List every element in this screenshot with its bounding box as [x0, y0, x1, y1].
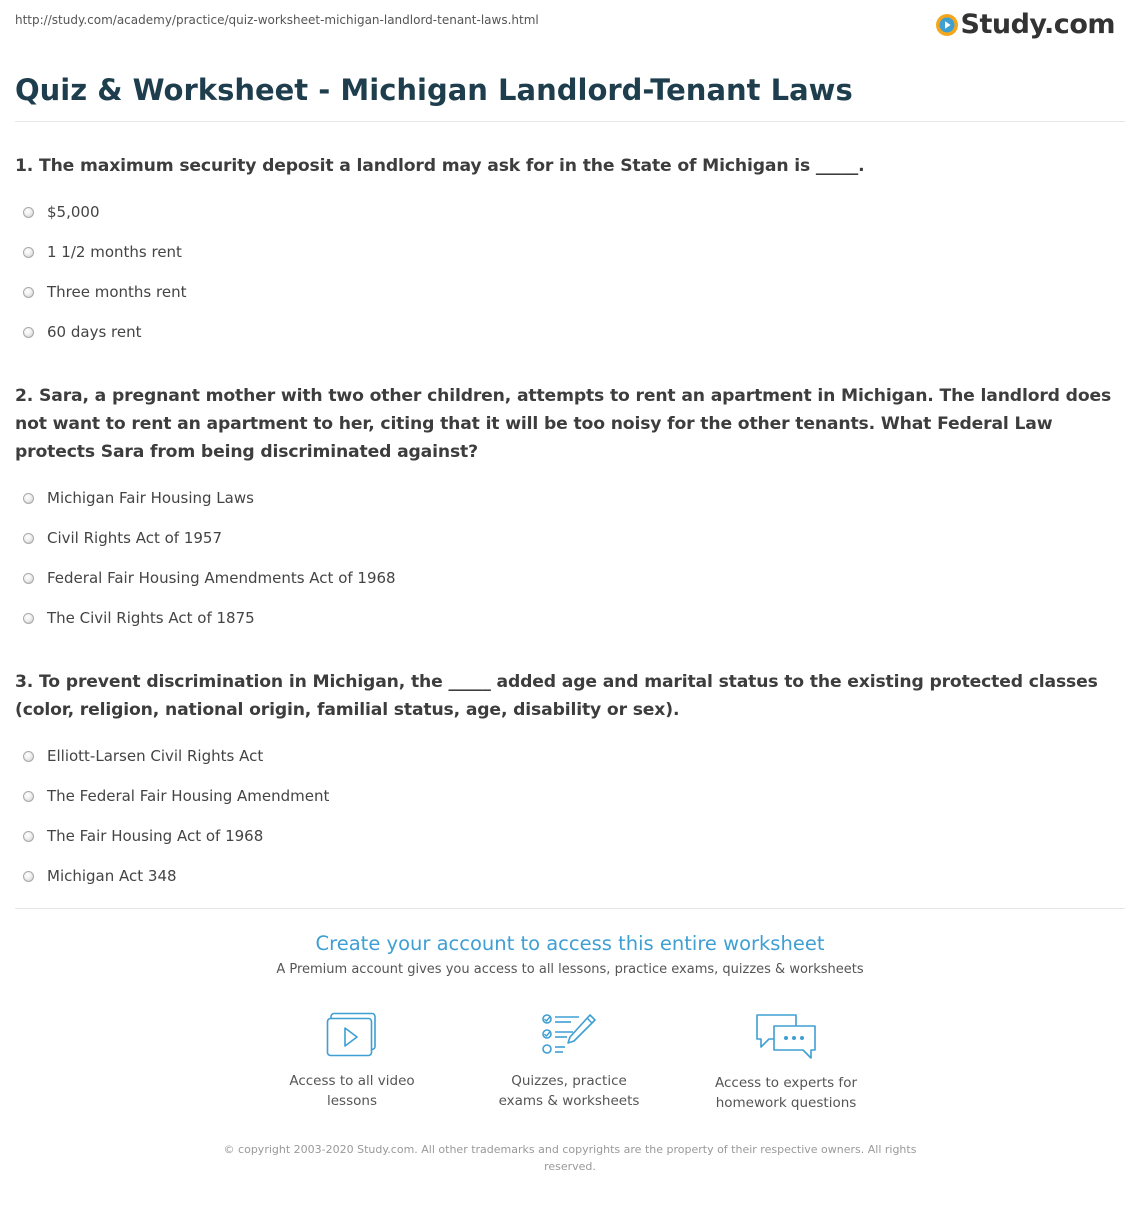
radio-button[interactable] [23, 751, 34, 762]
answer-option[interactable] [15, 856, 1130, 896]
answer-label: The Civil Rights Act of 1875 [47, 609, 255, 627]
answer-label: Elliott-Larsen Civil Rights Act [47, 747, 264, 765]
question-text: 1. The maximum security deposit a landlord may ask for in the State of Michigan is _____. [15, 156, 865, 176]
answer-options [15, 736, 1130, 896]
answer-option[interactable] [15, 272, 1130, 312]
radio-button[interactable] [23, 207, 34, 218]
premium-description: A Premium account gives you access to all lessons, practice exams, quizzes & worksheets [276, 962, 864, 977]
question-1 [15, 152, 1130, 352]
feature-label: Quizzes, practice exams & worksheets [498, 1073, 640, 1109]
answer-option[interactable] [15, 558, 1130, 598]
answer-option[interactable] [15, 598, 1130, 638]
video-lesson-icon [326, 1012, 378, 1058]
question-text: 2. Sara, a pregnant mother with two other children, attempts to rent an apartment in Michigan. The landlord does not want to rent an apartment to her, citing that it will be too noisy for the other tenants. What Federal Law protects Sara from being discriminated against? [15, 386, 1112, 462]
radio-button[interactable] [23, 573, 34, 584]
study-logo[interactable] [935, 8, 1115, 42]
question-3 [15, 668, 1130, 896]
answer-label: Michigan Act 348 [47, 867, 177, 885]
title-divider [15, 121, 1125, 122]
logo-text: Study.com [960, 9, 1115, 40]
answer-label: The Fair Housing Act of 1968 [47, 827, 264, 845]
play-circle-icon [935, 13, 959, 37]
answer-label: The Federal Fair Housing Amendment [47, 787, 330, 805]
radio-button[interactable] [23, 871, 34, 882]
answer-option[interactable] [15, 312, 1130, 352]
answer-option[interactable] [15, 192, 1130, 232]
copyright-notice: © copyright 2003-2020 Study.com. All other trademarks and copyrights are the property of their respective owners. All rights reserved. [223, 1143, 917, 1173]
answer-label: Michigan Fair Housing Laws [47, 489, 254, 507]
cta-divider [15, 908, 1125, 909]
answer-label: Civil Rights Act of 1957 [47, 529, 222, 547]
radio-button[interactable] [23, 493, 34, 504]
radio-button[interactable] [23, 287, 34, 298]
radio-button[interactable] [23, 327, 34, 338]
create-account-link[interactable]: Create your account to access this entire worksheet [315, 932, 825, 955]
feature-label: Access to experts for homework questions [714, 1075, 857, 1111]
answer-options [15, 192, 1130, 352]
answer-option[interactable] [15, 518, 1130, 558]
answer-label: 60 days rent [47, 323, 142, 341]
answer-label: Three months rent [47, 283, 187, 301]
radio-button[interactable] [23, 791, 34, 802]
answer-option[interactable] [15, 232, 1130, 272]
page-title: Quiz & Worksheet - Michigan Landlord-Tenant Laws [15, 73, 853, 107]
radio-button[interactable] [23, 831, 34, 842]
top-bar [15, 0, 1125, 50]
answer-label: Federal Fair Housing Amendments Act of 1968 [47, 569, 396, 587]
answer-option[interactable] [15, 478, 1130, 518]
radio-button[interactable] [23, 533, 34, 544]
answer-option[interactable] [15, 776, 1130, 816]
radio-button[interactable] [23, 247, 34, 258]
feature-video-lessons [242, 1012, 462, 1111]
answer-label: 1 1/2 months rent [47, 243, 182, 261]
quiz-checklist-icon [541, 1012, 597, 1058]
question-2 [15, 382, 1130, 638]
question-text: 3. To prevent discrimination in Michigan, the _____ added age and marital status to the existing protected classes (color, religion, national origin, familial status, age, disability or sex). [15, 672, 1098, 720]
page-url[interactable]: http://study.com/academy/practice/quiz-worksheet-michigan-landlord-tenant-laws.html [15, 13, 539, 27]
feature-experts [676, 1012, 896, 1113]
answer-label: $5,000 [47, 203, 100, 221]
answer-option[interactable] [15, 816, 1130, 856]
question-list [15, 152, 1130, 926]
answer-option[interactable] [15, 736, 1130, 776]
feature-quizzes [459, 1012, 679, 1111]
radio-button[interactable] [23, 613, 34, 624]
answer-options [15, 478, 1130, 638]
feature-label: Access to all video lessons [289, 1073, 415, 1109]
chat-bubbles-icon [754, 1012, 818, 1060]
